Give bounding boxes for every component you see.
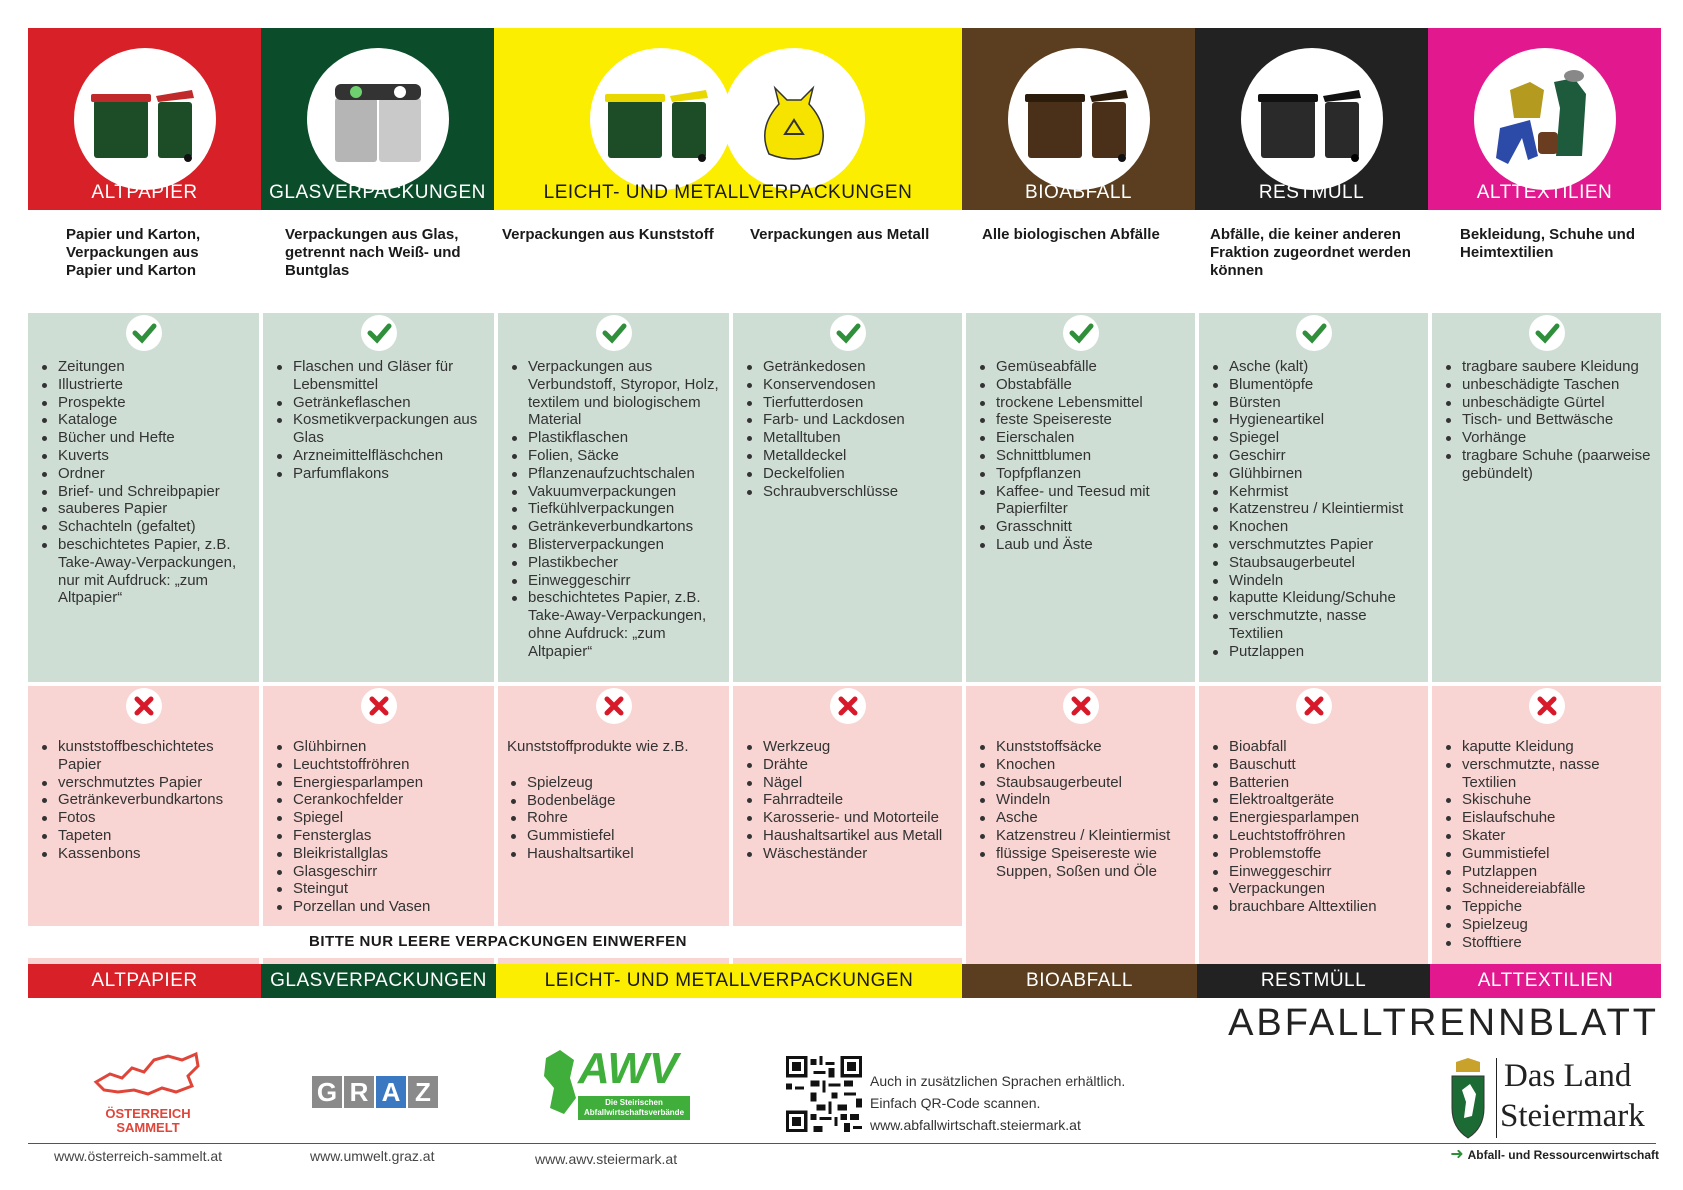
cross-icon xyxy=(596,688,632,724)
yellow-bag-icon xyxy=(723,48,865,190)
cross-icon xyxy=(1529,688,1565,724)
desc-kunststoff: Verpackungen aus Kunststoff xyxy=(502,226,714,243)
header-title: ALTPAPIER xyxy=(91,182,198,203)
list-item: Getränkeverbundkartons xyxy=(38,791,255,809)
list-item: Konservendosen xyxy=(743,376,958,394)
list-item: Topfpflanzen xyxy=(976,465,1191,483)
list-item: Problemstoffe xyxy=(1209,845,1424,863)
department-label xyxy=(1450,1148,1659,1162)
lvp-bin-illustration xyxy=(590,48,732,190)
list-item: Knochen xyxy=(1209,518,1424,536)
list-item: Gummistiefel xyxy=(1442,845,1657,863)
list-item: Fensterglas xyxy=(273,827,490,845)
list-item: Tisch- und Bettwäsche xyxy=(1442,411,1657,429)
list-item: Knochen xyxy=(976,756,1191,774)
header-lvp xyxy=(494,28,962,210)
lvp-bag-illustration xyxy=(723,48,865,190)
check-icon xyxy=(1063,315,1099,351)
list-item: Cerankochfelder xyxy=(273,791,490,809)
list-item: Verpackungen xyxy=(1209,880,1424,898)
empty-packaging-notice: BITTE NUR LEERE VERPACKUNGEN EINWERFEN xyxy=(309,933,687,950)
no-panel-altpapier xyxy=(28,686,259,926)
list-item: Plastikbecher xyxy=(508,554,725,572)
list-item: Metalltuben xyxy=(743,429,958,447)
list-item: feste Speisereste xyxy=(976,411,1191,429)
list-item: Spielzeug xyxy=(507,774,725,792)
no-list xyxy=(38,738,255,863)
list-item: Skischuhe xyxy=(1442,791,1657,809)
ok-panel-metall xyxy=(733,313,962,682)
list-item: Vakuumverpackungen xyxy=(508,483,725,501)
list-item: Deckelfolien xyxy=(743,465,958,483)
list-item: kunststoffbeschichtetes Papier xyxy=(38,738,255,774)
graz-letter: G xyxy=(312,1076,342,1108)
list-item: Drähte xyxy=(743,756,958,774)
check-icon xyxy=(1529,315,1565,351)
list-item: Getränkedosen xyxy=(743,358,958,376)
list-item: Putzlappen xyxy=(1442,863,1657,881)
header-title: GLASVERPACKUNGEN xyxy=(269,182,486,203)
list-item: brauchbare Alttextilien xyxy=(1209,898,1424,916)
header-altpapier xyxy=(28,28,261,210)
ok-panel-altpapier xyxy=(28,313,259,682)
list-item: Batterien xyxy=(1209,774,1424,792)
header-rest xyxy=(1195,28,1428,210)
list-item: Spielzeug xyxy=(1442,916,1657,934)
list-item: Asche xyxy=(976,809,1191,827)
waste-bin-icon xyxy=(307,48,449,190)
list-item: flüssige Speisereste wie Suppen, Soßen und Öle xyxy=(976,845,1191,881)
cross-icon xyxy=(830,688,866,724)
list-item: Leuchtstoffröhren xyxy=(1209,827,1424,845)
list-item: Kuverts xyxy=(38,447,255,465)
list-item: Farb- und Lackdosen xyxy=(743,411,958,429)
list-item: Teppiche xyxy=(1442,898,1657,916)
list-item: unbeschädigte Taschen xyxy=(1442,376,1657,394)
header-bio xyxy=(962,28,1195,210)
no-panel-bio xyxy=(966,686,1195,964)
list-item: Kaffee- und Teesud mit Papierfilter xyxy=(976,483,1191,519)
list-item: Hygieneartikel xyxy=(1209,411,1424,429)
list-item: Bücher und Hefte xyxy=(38,429,255,447)
oesterreich-sammelt-logo xyxy=(88,1046,208,1135)
footer-bio: BIOABFALL xyxy=(962,964,1197,998)
list-item: Elektroaltgeräte xyxy=(1209,791,1424,809)
list-item: Ordner xyxy=(38,465,255,483)
list-item: Putzlappen xyxy=(1209,643,1424,661)
no-panel-glas xyxy=(263,686,494,926)
graz-letter: A xyxy=(376,1076,406,1108)
list-item: trockene Lebensmittel xyxy=(976,394,1191,412)
footer-lvp: LEICHT- UND METALLVERPACKUNGEN xyxy=(496,964,962,998)
desc-metall: Verpackungen aus Metall xyxy=(750,226,930,243)
cross-icon xyxy=(361,688,397,724)
check-icon xyxy=(361,315,397,351)
panther-icon xyxy=(540,1048,580,1118)
list-item: kaputte Kleidung xyxy=(1442,738,1657,756)
list-item: kaputte Kleidung/Schuhe xyxy=(1209,589,1424,607)
list-item: Blumentöpfe xyxy=(1209,376,1424,394)
list-item: Glasgeschirr xyxy=(273,863,490,881)
list-item: Windeln xyxy=(976,791,1191,809)
land-text-2: Steiermark xyxy=(1500,1098,1645,1134)
list-item: Energiesparlampen xyxy=(273,774,490,792)
url-oesterreich-sammelt[interactable]: www.österreich-sammelt.at xyxy=(54,1148,223,1164)
list-item: Kassenbons xyxy=(38,845,255,863)
department-text: Abfall- und Ressourcenwirtschaft xyxy=(1467,1148,1659,1162)
list-item: Haushaltsartikel xyxy=(507,845,725,863)
list-item: Fotos xyxy=(38,809,255,827)
list-item: Flaschen und Gläser für Lebensmittel xyxy=(273,358,490,394)
list-item: Verpackungen aus Verbundstoff, Styropor, Holz, textilem und biologischem Material xyxy=(508,358,725,429)
no-panel-metall xyxy=(733,686,962,926)
cross-icon xyxy=(1296,688,1332,724)
list-item: beschichtetes Papier, z.B. Take-Away-Verpackungen, nur mit Aufdruck: „zum Altpapier“ xyxy=(38,536,255,607)
qr-text-url[interactable]: www.abfallwirtschaft.steiermark.at xyxy=(870,1117,1081,1133)
list-item: Nägel xyxy=(743,774,958,792)
no-list xyxy=(976,738,1191,880)
list-item: Laub und Äste xyxy=(976,536,1191,554)
list-item: Getränkeverbundkartons xyxy=(508,518,725,536)
list-item: tragbare saubere Kleidung xyxy=(1442,358,1657,376)
list-item: Einweggeschirr xyxy=(508,572,725,590)
no-panel-textil xyxy=(1432,686,1661,964)
list-item: Getränkeflaschen xyxy=(273,394,490,412)
list-item: Kosmetikverpackungen aus Glas xyxy=(273,411,490,447)
footer-rest: RESTMÜLL xyxy=(1197,964,1430,998)
desc-glas: Verpackungen aus Glas, getrennt nach Weiß- und Buntglas xyxy=(285,226,461,279)
no-list xyxy=(273,738,490,916)
list-item: Illustrierte xyxy=(38,376,255,394)
list-item: Skater xyxy=(1442,827,1657,845)
list-item: Wäscheständer xyxy=(743,845,958,863)
list-item: Steingut xyxy=(273,880,490,898)
list-item: Eierschalen xyxy=(976,429,1191,447)
logo-divider xyxy=(1496,1058,1497,1138)
list-item: Kehrmist xyxy=(1209,483,1424,501)
ok-list xyxy=(1209,358,1424,661)
list-item: Grasschnitt xyxy=(976,518,1191,536)
check-icon xyxy=(596,315,632,351)
ok-list xyxy=(38,358,255,607)
footer-altpapier: ALTPAPIER xyxy=(28,964,261,998)
list-item: Schnittblumen xyxy=(976,447,1191,465)
ok-list xyxy=(508,358,725,661)
url-umwelt-graz[interactable]: www.umwelt.graz.at xyxy=(310,1148,435,1164)
list-item: Fahrradteile xyxy=(743,791,958,809)
header-glas xyxy=(261,28,494,210)
ok-panel-rest xyxy=(1199,313,1428,682)
list-item: Tapeten xyxy=(38,827,255,845)
list-item: Schneidereiabfälle xyxy=(1442,880,1657,898)
check-icon xyxy=(830,315,866,351)
qr-text-languages: Auch in zusätzlichen Sprachen erhältlich. xyxy=(870,1073,1126,1089)
qr-code-icon xyxy=(786,1056,862,1132)
list-item: Plastikflaschen xyxy=(508,429,725,447)
list-item: Kunststoffsäcke xyxy=(976,738,1191,756)
no-list xyxy=(507,774,725,863)
waste-bin-icon xyxy=(74,48,216,190)
ok-list xyxy=(273,358,490,483)
list-item: Vorhänge xyxy=(1442,429,1657,447)
list-item: Staubsaugerbeutel xyxy=(976,774,1191,792)
list-item: Arzneimittelfläschchen xyxy=(273,447,490,465)
ok-panel-textil xyxy=(1432,313,1661,682)
list-item: verschmutztes Papier xyxy=(1209,536,1424,554)
ok-panel-glas xyxy=(263,313,494,682)
no-panel-kunststoff xyxy=(498,686,729,926)
arrow-right-icon: ➜ xyxy=(1450,1146,1464,1163)
list-item: Prospekte xyxy=(38,394,255,412)
cross-icon xyxy=(1063,688,1099,724)
list-item: sauberes Papier xyxy=(38,500,255,518)
list-item: verschmutzte, nasse Textilien xyxy=(1442,756,1657,792)
list-item: Blisterverpackungen xyxy=(508,536,725,554)
qr-code xyxy=(786,1056,862,1132)
list-item: Obstabfälle xyxy=(976,376,1191,394)
rest-bin-illustration xyxy=(1241,48,1383,190)
desc-textil: Bekleidung, Schuhe und Heimtextilien xyxy=(1460,226,1636,261)
check-icon xyxy=(126,315,162,351)
ok-list xyxy=(1442,358,1657,483)
no-list xyxy=(1209,738,1424,916)
check-icon xyxy=(1296,315,1332,351)
qr-info xyxy=(870,1070,1125,1136)
footer-glas: GLASVERPACKUNGEN xyxy=(261,964,496,998)
graz-letter: R xyxy=(344,1076,374,1108)
no-panel-rest xyxy=(1199,686,1428,964)
header-title: BIOABFALL xyxy=(1025,182,1132,203)
oesterreich-sammelt-text: ÖSTERREICH SAMMELT xyxy=(105,1106,191,1135)
list-item: Haushaltsartikel aus Metall xyxy=(743,827,958,845)
waste-bin-icon xyxy=(1008,48,1150,190)
list-item: unbeschädigte Gürtel xyxy=(1442,394,1657,412)
austria-map-icon xyxy=(92,1046,204,1102)
list-item: Glühbirnen xyxy=(1209,465,1424,483)
list-item: Katzenstreu / Kleintiermist xyxy=(976,827,1191,845)
list-item: Parfumflakons xyxy=(273,465,490,483)
list-item: Katzenstreu / Kleintiermist xyxy=(1209,500,1424,518)
ok-list xyxy=(743,358,958,500)
awv-wordmark: AWV xyxy=(578,1044,679,1093)
list-item: tragbare Schuhe (paarweise gebündelt) xyxy=(1442,447,1657,483)
list-item: Werkzeug xyxy=(743,738,958,756)
waste-bin-icon xyxy=(1241,48,1383,190)
no-list xyxy=(743,738,958,863)
land-text-1: Das Land xyxy=(1504,1058,1632,1094)
list-item: Windeln xyxy=(1209,572,1424,590)
graz-logo xyxy=(312,1076,438,1108)
url-awv[interactable]: www.awv.steiermark.at xyxy=(535,1151,678,1167)
list-item: Spiegel xyxy=(273,809,490,827)
list-item: Bioabfall xyxy=(1209,738,1424,756)
list-item: beschichtetes Papier, z.B. Take-Away-Verpackungen, ohne Aufdruck: „zum Altpapier“ xyxy=(508,589,725,660)
header-textil xyxy=(1428,28,1661,210)
graz-letter: Z xyxy=(408,1076,438,1108)
list-item: Stofftiere xyxy=(1442,934,1657,952)
sheet-title: ABFALLTRENNBLATT xyxy=(1228,1002,1659,1044)
list-item: Zeitungen xyxy=(38,358,255,376)
list-item: Tierfutterdosen xyxy=(743,394,958,412)
header-title: RESTMÜLL xyxy=(1258,182,1365,203)
list-item: Kataloge xyxy=(38,411,255,429)
desc-altpapier: Papier und Karton, Verpackungen aus Papier und Karton xyxy=(66,226,201,279)
list-item: Gummistiefel xyxy=(507,827,725,845)
list-item: Bürsten xyxy=(1209,394,1424,412)
no-list xyxy=(1442,738,1657,952)
list-item: Leuchtstoffröhren xyxy=(273,756,490,774)
textil-illustration xyxy=(1474,48,1616,190)
glas-bin-illustration xyxy=(307,48,449,190)
footer-rule xyxy=(28,1143,1656,1144)
list-item: Glühbirnen xyxy=(273,738,490,756)
no-text xyxy=(507,738,725,863)
list-item: Karosserie- und Motorteile xyxy=(743,809,958,827)
list-item: Bodenbeläge xyxy=(507,792,725,810)
list-item: Gemüseabfälle xyxy=(976,358,1191,376)
qr-text-scan: Einfach QR-Code scannen. xyxy=(870,1095,1041,1111)
list-item: Schachteln (gefaltet) xyxy=(38,518,255,536)
ok-list xyxy=(976,358,1191,554)
no-intro: Kunststoffprodukte wie z.B. xyxy=(507,738,689,755)
list-item: Geschirr xyxy=(1209,447,1424,465)
ok-panel-bio xyxy=(966,313,1195,682)
header-title: LEICHT- UND METALLVERPACKUNGEN xyxy=(543,182,913,203)
list-item: Rohre xyxy=(507,809,725,827)
list-item: Brief- und Schreibpapier xyxy=(38,483,255,501)
altpapier-bin-illustration xyxy=(74,48,216,190)
list-item: Einweggeschirr xyxy=(1209,863,1424,881)
list-item: verschmutztes Papier xyxy=(38,774,255,792)
list-item: Schraubverschlüsse xyxy=(743,483,958,501)
list-item: Folien, Säcke xyxy=(508,447,725,465)
list-item: Eislaufschuhe xyxy=(1442,809,1657,827)
desc-bio: Alle biologischen Abfälle xyxy=(982,226,1160,243)
waste-bin-icon xyxy=(590,48,732,190)
list-item: Pflanzenaufzuchtschalen xyxy=(508,465,725,483)
list-item: Bleikristallglas xyxy=(273,845,490,863)
list-item: Metalldeckel xyxy=(743,447,958,465)
list-item: Asche (kalt) xyxy=(1209,358,1424,376)
list-item: verschmutzte, nasse Textilien xyxy=(1209,607,1424,643)
list-item: Bauschutt xyxy=(1209,756,1424,774)
awv-logo xyxy=(540,1044,700,1128)
styria-crest-icon xyxy=(1448,1058,1488,1140)
header-title: ALTTEXTILIEN xyxy=(1476,182,1613,203)
footer-textil: ALTTEXTILIEN xyxy=(1430,964,1661,998)
clothes-icon xyxy=(1474,48,1616,190)
desc-rest: Abfälle, die keiner anderen Fraktion zugeordnet werden können xyxy=(1210,226,1411,279)
land-steiermark-logo xyxy=(1448,1058,1656,1140)
list-item: Energiesparlampen xyxy=(1209,809,1424,827)
bio-bin-illustration xyxy=(1008,48,1150,190)
ok-panel-kunststoff xyxy=(498,313,729,682)
cross-icon xyxy=(126,688,162,724)
awv-subtitle: Die Steirischen Abfallwirtschaftsverbände xyxy=(578,1096,690,1120)
list-item: Tiefkühlverpackungen xyxy=(508,500,725,518)
list-item: Staubsaugerbeutel xyxy=(1209,554,1424,572)
list-item: Porzellan und Vasen xyxy=(273,898,490,916)
list-item: Spiegel xyxy=(1209,429,1424,447)
